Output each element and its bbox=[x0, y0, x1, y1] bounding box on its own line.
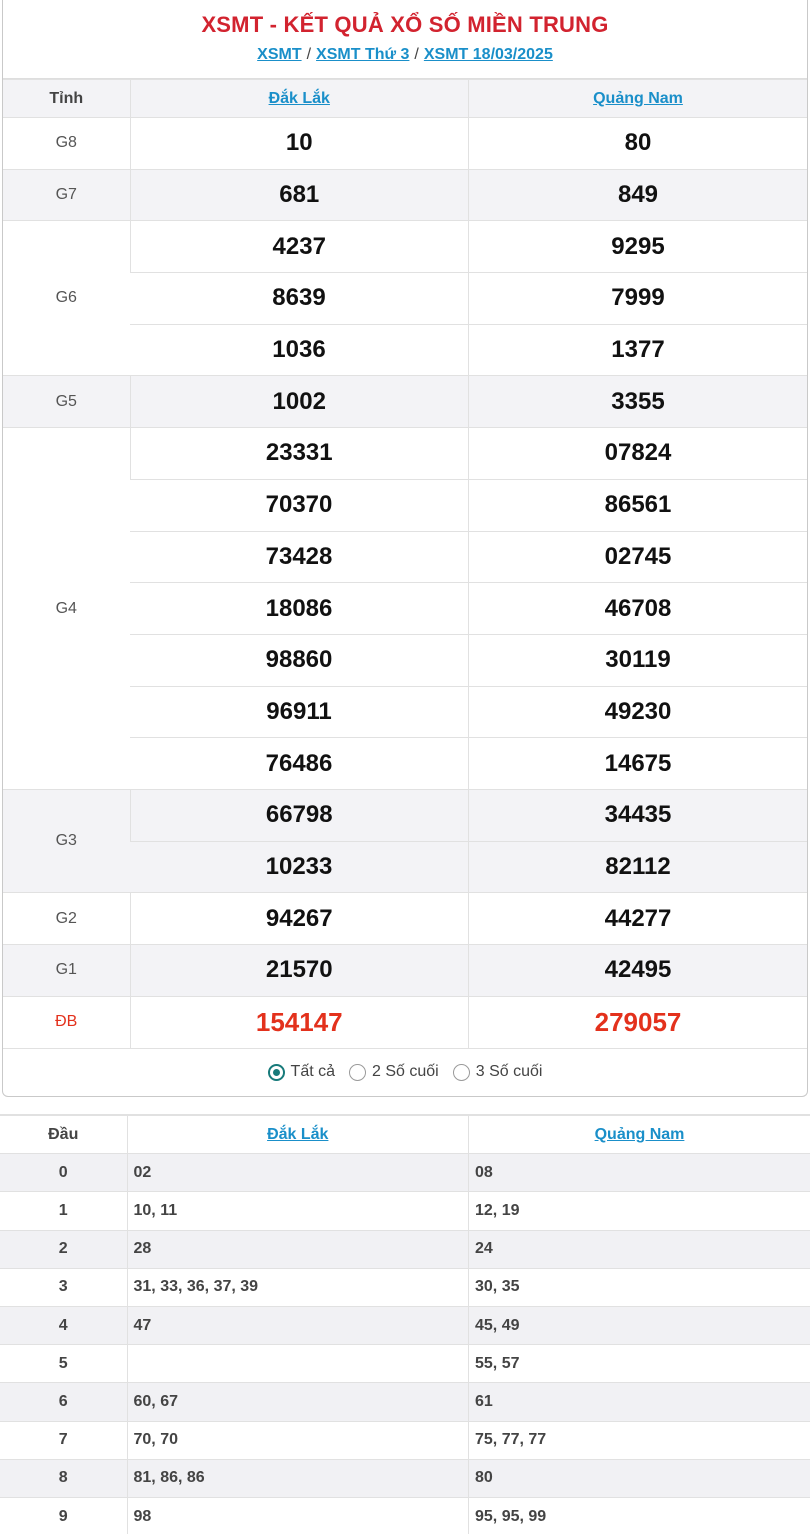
loto-values: 45, 49 bbox=[469, 1306, 810, 1344]
loto-values: 31, 33, 36, 37, 39 bbox=[127, 1268, 469, 1306]
prize-name: G4 bbox=[3, 428, 130, 790]
loto-values: 70, 70 bbox=[127, 1421, 469, 1459]
loto-values: 02 bbox=[127, 1154, 469, 1192]
prize-number: 98860 bbox=[130, 634, 469, 686]
results-card bbox=[2, 0, 808, 1097]
loto-row bbox=[0, 1306, 810, 1344]
filter-option-label: 2 Số cuối bbox=[372, 1063, 439, 1081]
loto-values: 28 bbox=[127, 1230, 469, 1268]
prize-number: 34435 bbox=[469, 789, 808, 841]
prize-row bbox=[3, 945, 807, 997]
prize-number: 1377 bbox=[469, 324, 808, 376]
prize-number: 8639 bbox=[130, 273, 469, 325]
prize-number: 849 bbox=[469, 169, 808, 221]
loto-row bbox=[0, 1421, 810, 1459]
prize-number: 10233 bbox=[130, 841, 469, 893]
prize-number: 46708 bbox=[469, 583, 808, 635]
radio-icon[interactable] bbox=[349, 1064, 366, 1081]
prize-name: ĐB bbox=[3, 996, 130, 1048]
prize-number: 42495 bbox=[469, 945, 808, 997]
prize-name: G7 bbox=[3, 169, 130, 221]
results-body bbox=[3, 118, 807, 1048]
prize-row bbox=[3, 428, 807, 480]
radio-checked-icon[interactable] bbox=[268, 1064, 285, 1081]
filter-option-all[interactable] bbox=[268, 1063, 335, 1081]
filter-option-label: 3 Số cuối bbox=[475, 1063, 543, 1081]
prize-number: 49230 bbox=[469, 686, 808, 738]
loto-values: 10, 11 bbox=[127, 1192, 469, 1230]
prize-name: G6 bbox=[3, 221, 130, 376]
prize-number: 86561 bbox=[469, 479, 808, 531]
prize-number: 94267 bbox=[130, 893, 469, 945]
head-digit: 1 bbox=[0, 1192, 127, 1230]
province-link-quang-nam[interactable]: Quảng Nam bbox=[593, 89, 683, 107]
loto-values: 47 bbox=[127, 1306, 469, 1344]
head-digit: 6 bbox=[0, 1383, 127, 1421]
loto-values: 80 bbox=[469, 1459, 810, 1497]
prize-row bbox=[3, 118, 807, 170]
loto-row bbox=[0, 1459, 810, 1497]
prize-number: 23331 bbox=[130, 428, 469, 480]
prize-number: 07824 bbox=[469, 428, 808, 480]
prize-number: 10 bbox=[130, 118, 469, 170]
loto-values: 24 bbox=[469, 1230, 810, 1268]
prize-number: 21570 bbox=[130, 945, 469, 997]
prize-row bbox=[3, 996, 807, 1048]
prize-number: 14675 bbox=[469, 738, 808, 790]
loto-header-row bbox=[0, 1116, 810, 1154]
prize-number: 9295 bbox=[469, 221, 808, 273]
prize-number: 7999 bbox=[469, 273, 808, 325]
prize-row bbox=[3, 893, 807, 945]
prize-row bbox=[3, 169, 807, 221]
prize-number: 80 bbox=[469, 118, 808, 170]
prize-number: 18086 bbox=[130, 583, 469, 635]
loto-row bbox=[0, 1383, 810, 1421]
prize-number: 73428 bbox=[130, 531, 469, 583]
province-link-dak-lak[interactable]: Đắk Lắk bbox=[268, 89, 330, 107]
loto-values: 61 bbox=[469, 1383, 810, 1421]
province-header-dak-lak bbox=[130, 80, 469, 118]
prize-number: 66798 bbox=[130, 789, 469, 841]
prize-name: G3 bbox=[3, 789, 130, 892]
breadcrumb-separator: / bbox=[306, 46, 312, 63]
prize-row bbox=[3, 221, 807, 273]
head-digit: 0 bbox=[0, 1154, 127, 1192]
province-column-label: Tỉnh bbox=[3, 80, 130, 118]
loto-row bbox=[0, 1192, 810, 1230]
loto-row bbox=[0, 1268, 810, 1306]
prize-number: 3355 bbox=[469, 376, 808, 428]
loto-card bbox=[0, 1114, 810, 1534]
prize-number: 76486 bbox=[130, 738, 469, 790]
breadcrumb-separator: / bbox=[414, 46, 419, 63]
title-block bbox=[3, 0, 807, 79]
radio-icon[interactable] bbox=[453, 1064, 470, 1081]
province-link-quang-nam[interactable]: Quảng Nam bbox=[594, 1125, 685, 1143]
prize-number: 70370 bbox=[130, 479, 469, 531]
prize-number: 82112 bbox=[469, 841, 808, 893]
breadcrumb-link-date[interactable]: XSMT 18/03/2025 bbox=[423, 46, 553, 63]
page-title: XSMT - KẾT QUẢ XỔ SỐ MIỀN TRUNG bbox=[201, 12, 609, 37]
prize-name: G2 bbox=[3, 893, 130, 945]
head-digit: 4 bbox=[0, 1306, 127, 1344]
head-digit: 7 bbox=[0, 1421, 127, 1459]
loto-body bbox=[0, 1154, 810, 1534]
loto-header-dak-lak bbox=[127, 1116, 469, 1154]
loto-row bbox=[0, 1497, 810, 1534]
filter-option-last-2[interactable] bbox=[349, 1063, 439, 1081]
head-digit: 9 bbox=[0, 1497, 127, 1534]
prize-number: 44277 bbox=[469, 893, 808, 945]
head-digit: 3 bbox=[0, 1268, 127, 1306]
head-digit: 8 bbox=[0, 1459, 127, 1497]
prize-name: G8 bbox=[3, 118, 130, 170]
head-digit-column-label: Đầu bbox=[0, 1116, 127, 1154]
prize-row bbox=[3, 376, 807, 428]
prize-number: 1002 bbox=[130, 376, 469, 428]
province-link-dak-lak[interactable]: Đắk Lắk bbox=[267, 1125, 329, 1143]
loto-header-quang-nam bbox=[469, 1116, 810, 1154]
loto-values: 12, 19 bbox=[469, 1192, 810, 1230]
prize-row bbox=[3, 789, 807, 841]
loto-values: 08 bbox=[469, 1154, 810, 1192]
loto-values bbox=[127, 1345, 469, 1383]
head-digit: 5 bbox=[0, 1345, 127, 1383]
prize-name: G5 bbox=[3, 376, 130, 428]
loto-row bbox=[0, 1154, 810, 1192]
filter-option-last-3[interactable] bbox=[453, 1063, 543, 1081]
prize-number: 1036 bbox=[130, 324, 469, 376]
loto-values: 75, 77, 77 bbox=[469, 1421, 810, 1459]
loto-values: 95, 95, 99 bbox=[469, 1497, 810, 1534]
head-digit: 2 bbox=[0, 1230, 127, 1268]
breadcrumb-link-xsmt-thu-3[interactable]: XSMT Thứ 3 bbox=[316, 46, 410, 63]
prize-number: 96911 bbox=[130, 686, 469, 738]
breadcrumb-link-xsmt[interactable]: XSMT bbox=[257, 46, 302, 63]
prize-number: 681 bbox=[130, 169, 469, 221]
loto-row bbox=[0, 1230, 810, 1268]
filter-option-label: Tất cả bbox=[290, 1063, 336, 1081]
prize-number: 279057 bbox=[469, 996, 808, 1048]
results-table bbox=[3, 79, 807, 1048]
prize-number: 30119 bbox=[469, 634, 808, 686]
breadcrumb bbox=[3, 46, 807, 64]
prize-name: G1 bbox=[3, 945, 130, 997]
loto-values: 98 bbox=[127, 1497, 469, 1534]
loto-values: 81, 86, 86 bbox=[127, 1459, 469, 1497]
loto-values: 55, 57 bbox=[469, 1345, 810, 1383]
results-header-row bbox=[3, 80, 807, 118]
prize-number: 4237 bbox=[130, 221, 469, 273]
prize-number: 02745 bbox=[469, 531, 808, 583]
loto-values: 30, 35 bbox=[469, 1268, 810, 1306]
loto-table bbox=[0, 1115, 810, 1534]
province-header-quang-nam bbox=[469, 80, 808, 118]
digit-filter bbox=[3, 1048, 807, 1096]
prize-number: 154147 bbox=[130, 996, 469, 1048]
loto-values: 60, 67 bbox=[127, 1383, 469, 1421]
loto-row bbox=[0, 1345, 810, 1383]
